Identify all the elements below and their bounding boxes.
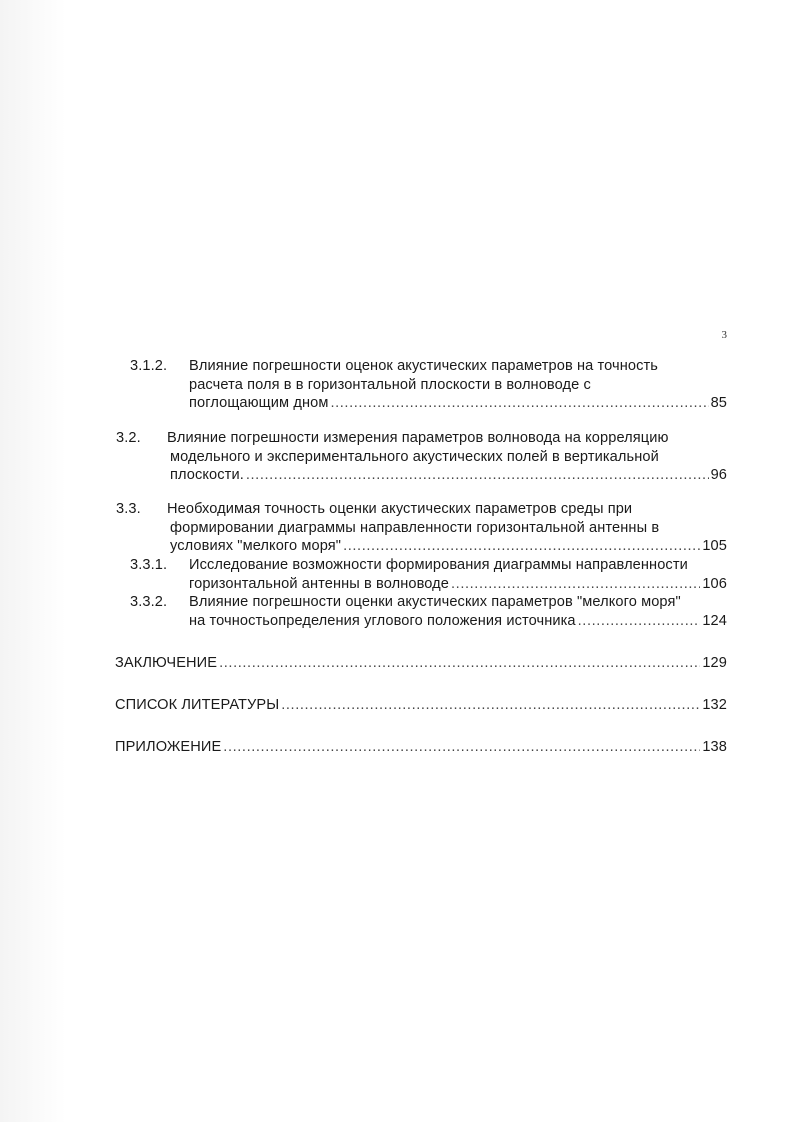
dot-leader bbox=[223, 738, 700, 757]
page-number: 3 bbox=[721, 329, 727, 341]
toc-entry-title-line: ПРИЛОЖЕНИЕ bbox=[115, 739, 222, 755]
dot-leader bbox=[343, 537, 700, 556]
dot-leader bbox=[246, 466, 709, 485]
toc-entry-page: 132 bbox=[702, 697, 727, 713]
toc-entry-number: 3.1.2. bbox=[130, 358, 168, 374]
toc-entry-title-line: модельного и экспериментального акустических полей в вертикальной bbox=[170, 448, 659, 465]
toc-entry-references[interactable] bbox=[115, 696, 727, 715]
toc-entry-conclusion[interactable] bbox=[115, 654, 727, 673]
dot-leader bbox=[330, 394, 708, 413]
dot-leader bbox=[219, 654, 700, 673]
dot-leader bbox=[578, 612, 701, 631]
toc-entry-title-line: СПИСОК ЛИТЕРАТУРЫ bbox=[115, 697, 280, 713]
toc-entry-page: 85 bbox=[710, 395, 727, 411]
toc-entry-page: 96 bbox=[710, 467, 727, 483]
toc-entry-title-line: плоскости. bbox=[170, 467, 244, 483]
toc-entry-page: 138 bbox=[702, 739, 727, 755]
dot-leader bbox=[451, 575, 700, 594]
toc-entry-title-line: горизонтальной антенны в волноводе bbox=[189, 575, 450, 592]
toc-entry-title-line: расчета поля в в горизонтальной плоскости в волноводе с bbox=[189, 376, 591, 393]
toc-entry-number: 3.3. bbox=[116, 501, 141, 517]
toc-entry-number: 3.3.2. bbox=[130, 594, 168, 610]
toc-entry-page: 106 bbox=[702, 575, 727, 592]
toc-entry-title-line: Влияние погрешности оценки акустических параметров "мелкого моря" bbox=[189, 594, 681, 610]
toc-entry-title-line: ЗАКЛЮЧЕНИЕ bbox=[115, 655, 218, 671]
toc-entry-title-line: Исследование возможности формирования диаграммы направленности bbox=[189, 557, 688, 573]
toc-entry-number: 3.2. bbox=[116, 430, 141, 446]
toc-entry-title-line: формировании диаграммы направленности горизонтальной антенны в bbox=[170, 519, 660, 536]
toc-entry-page: 129 bbox=[702, 655, 727, 671]
toc-entry-number: 3.3.1. bbox=[130, 557, 168, 573]
toc-entry-page: 105 bbox=[702, 538, 727, 554]
toc-entry-title-line: поглощающим дном bbox=[189, 395, 329, 411]
toc-entry-appendix[interactable] bbox=[115, 738, 727, 757]
toc-entry-title-line: на точностьопределения углового положения источника bbox=[189, 612, 576, 629]
toc-entry-title-line: Влияние погрешности измерения параметров волновода на корреляцию bbox=[167, 430, 669, 446]
toc-entry-page: 124 bbox=[702, 612, 727, 629]
scan-shadow bbox=[0, 0, 66, 1122]
toc-entry-title-line: условиях "мелкого моря" bbox=[170, 538, 342, 554]
toc-entry-title-line: Влияние погрешности оценок акустических параметров на точность bbox=[189, 358, 658, 374]
toc-entry-title-line: Необходимая точность оценки акустических параметров среды при bbox=[167, 501, 633, 517]
dot-leader bbox=[281, 696, 700, 715]
